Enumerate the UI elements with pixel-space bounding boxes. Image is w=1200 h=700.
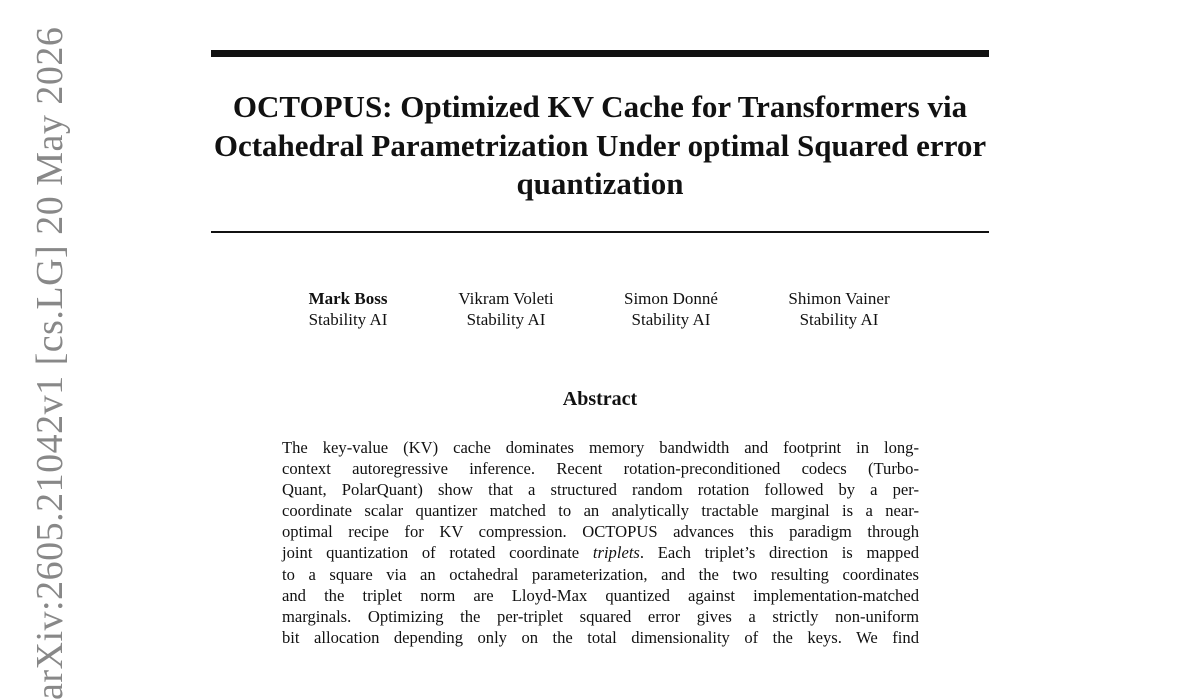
abstract-text-segment: joint quantization of rotated coordinate [282,543,593,563]
author-block [624,288,718,330]
abstract-line: coordinate scalar quantizer matched to an analytically tractable marginal is a near- [282,501,919,521]
abstract-heading: Abstract [562,388,638,410]
author-affiliation: Stability AI [631,310,711,329]
author-block [788,288,889,330]
author-name: Shimon Vainer [788,289,890,308]
abstract-line: marginals. Optimizing the per-triplet squared error gives a strictly non-uniform [282,606,919,626]
arxiv-identifier-stamp: arXiv:2605.21042v1 [cs.LG] 20 May 2026 [29,26,71,700]
author-name: Mark Boss [308,289,388,308]
author-affiliation: Stability AI [466,310,546,329]
abstract-line [282,542,919,563]
author-name: Simon Donné [624,289,718,308]
abstract-line: The key-value (KV) cache dominates memory bandwidth and footprint in long- [282,438,919,457]
paper-title: OCTOPUS: Optimized KV Cache for Transformers via Octahedral Parametrization Under optimal Squared error quantization [213,89,987,201]
abstract-line: to a square via an octahedral parameterization, and the two resulting coordinates [282,564,919,584]
abstract-line: and the triplet norm are Lloyd-Max quantized against implementation-matched [282,585,919,605]
title-bottom-rule [211,231,989,233]
abstract-emphasis: triplets [592,543,640,563]
author-list [0,288,1200,338]
abstract-line: Quant, PolarQuant) show that a structured random rotation followed by a per- [282,480,919,500]
author-affiliation: Stability AI [308,310,388,329]
author-block [458,288,553,330]
author-affiliation: Stability AI [799,310,879,329]
abstract-text-segment: . Each triplet’s direction is mapped [639,543,919,563]
title-top-rule [211,50,989,57]
author-name: Vikram Voleti [458,289,554,308]
abstract-line: optimal recipe for KV compression. OCTOPUS advances this paradigm through [282,522,919,542]
abstract-line: context autoregressive inference. Recent rotation-preconditioned codecs (Turbo- [282,459,919,479]
abstract-line: bit allocation depending only on the total dimensionality of the keys. We find [282,627,919,647]
author-block [309,288,388,330]
abstract-body [282,437,919,648]
